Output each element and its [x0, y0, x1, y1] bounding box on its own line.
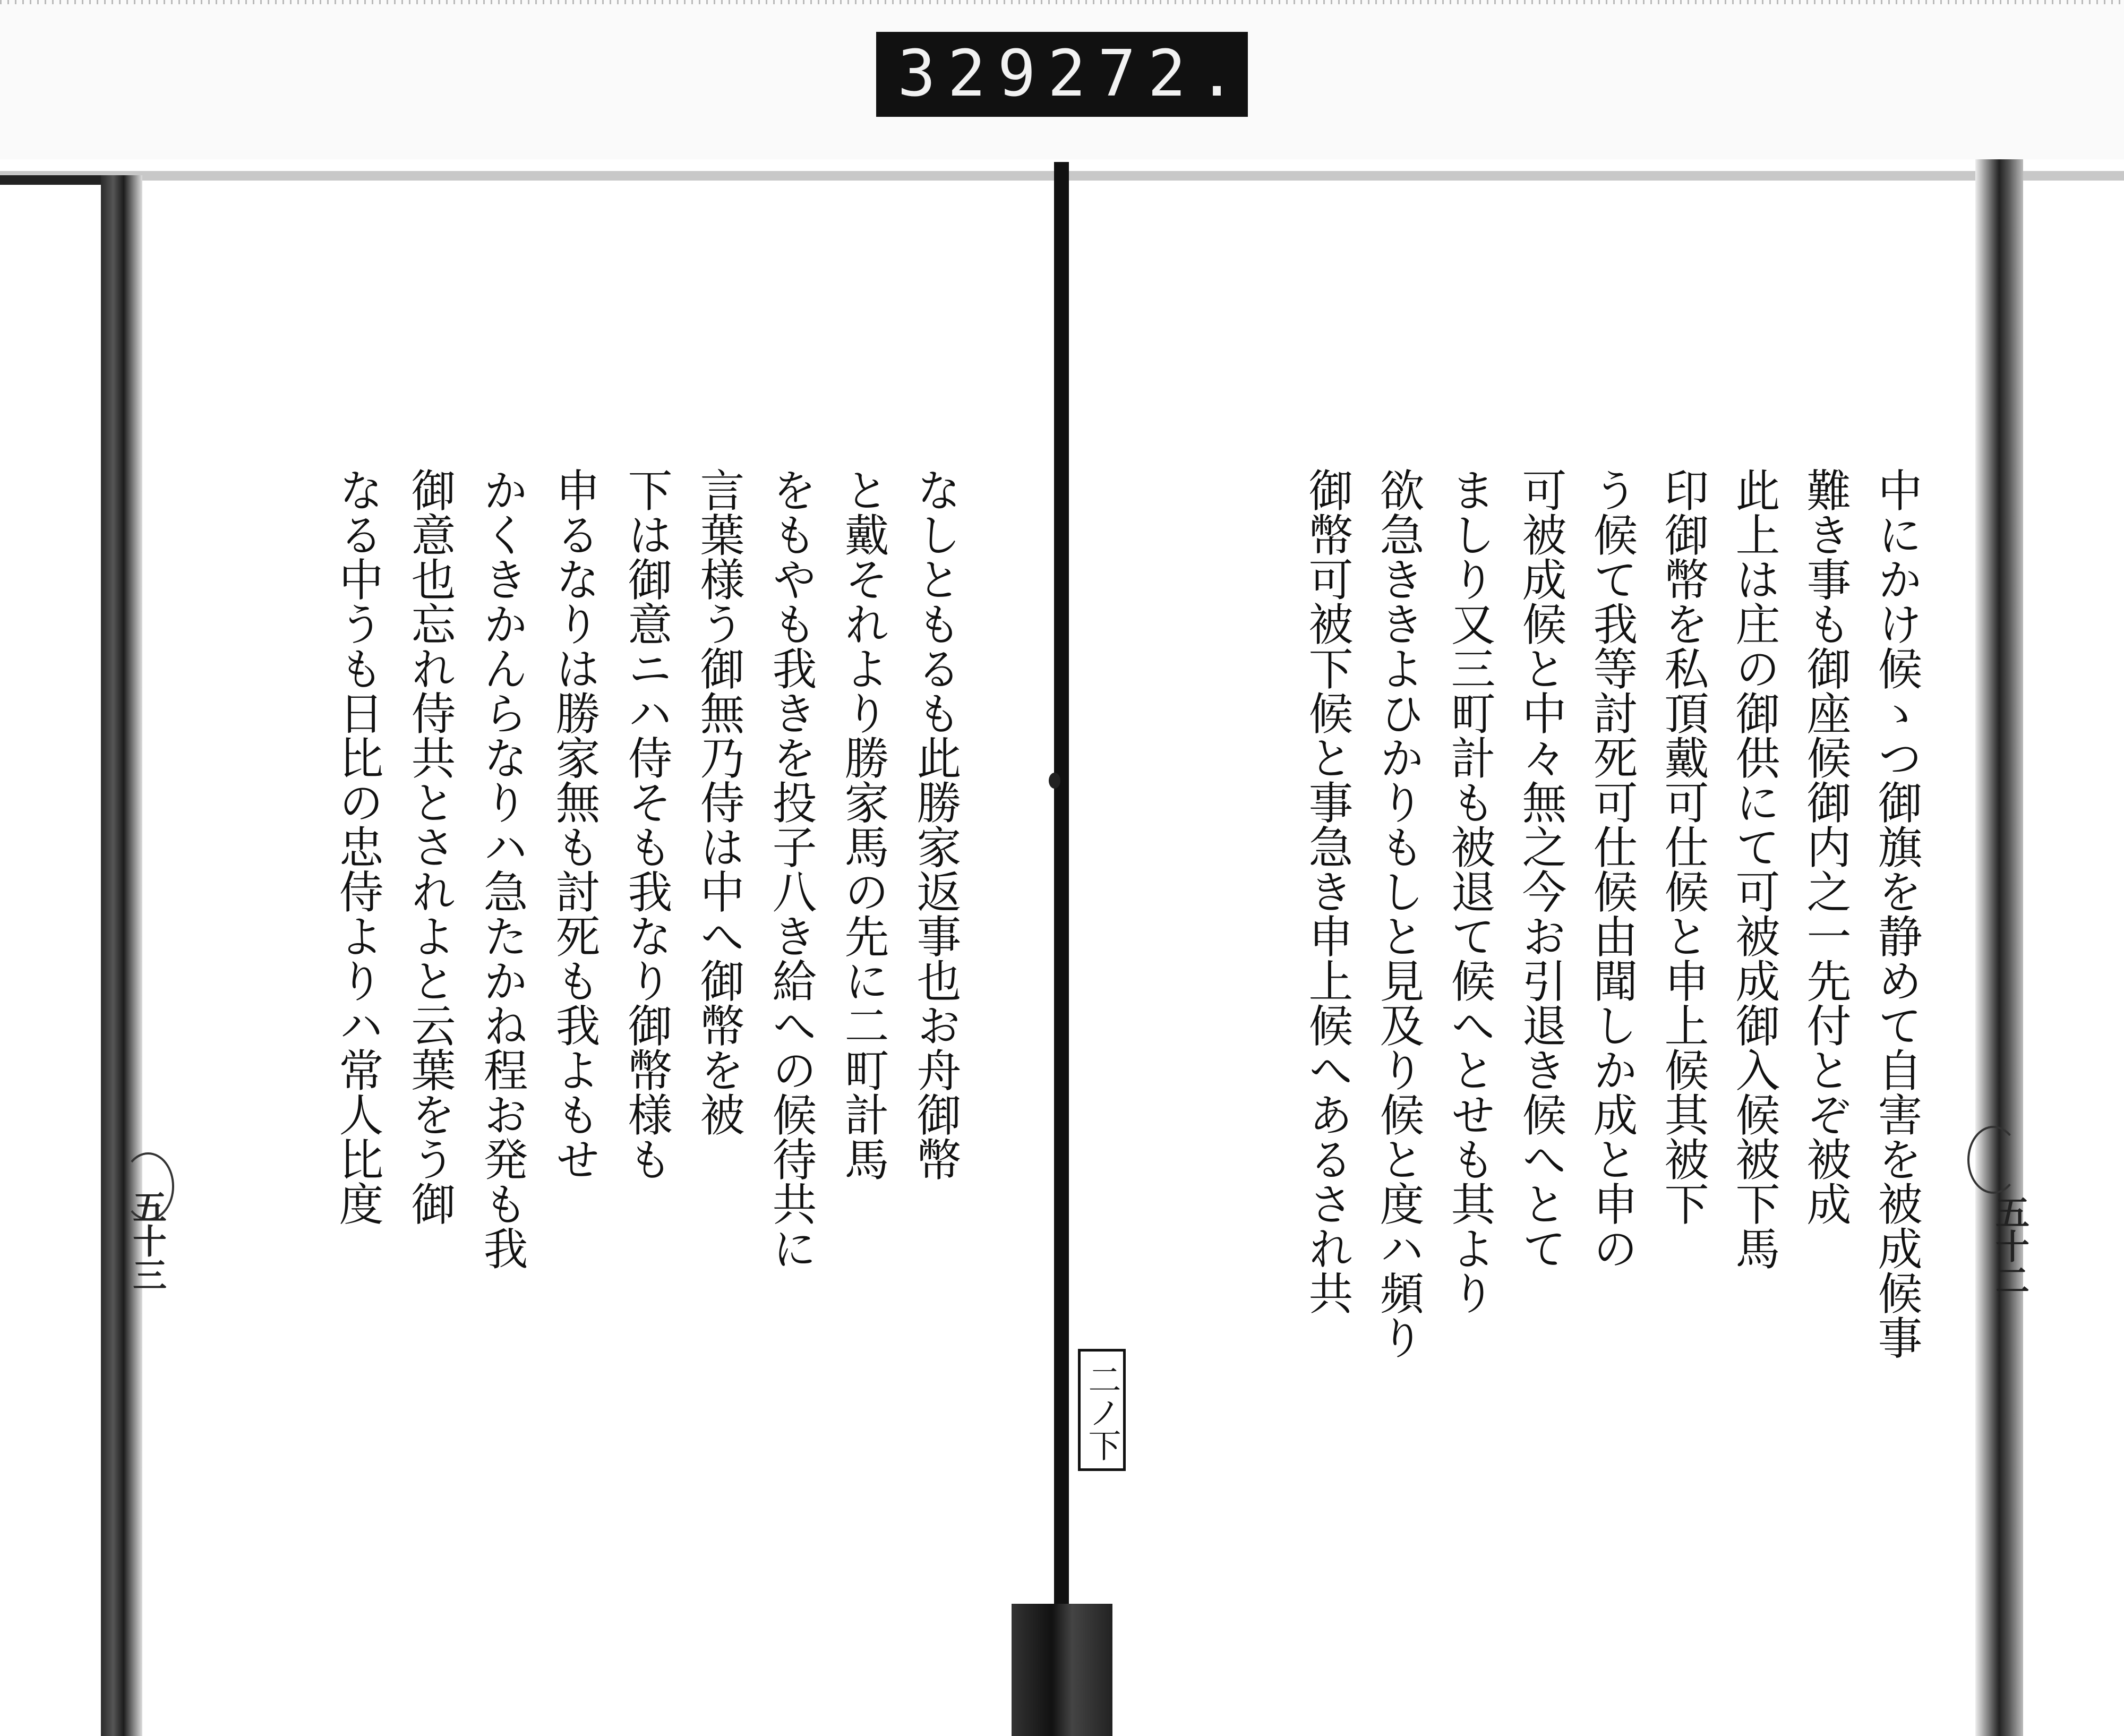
text-column: なる中うも日比の忠侍よりハ常人比度 [332, 467, 384, 1226]
text-column: う候て我等討死可仕候由聞しか成と申の [1586, 467, 1638, 1270]
text-column: 申るなりは勝家無も討死も我よもせ [549, 467, 601, 1181]
book-gutter [1054, 162, 1069, 1736]
scan-top-edge [0, 0, 2124, 4]
frame-number-right: 272. [1047, 37, 1248, 111]
text-column: 可被成候と中々無之今お引退き候へとて [1515, 467, 1567, 1270]
text-column: 難き事も御座候御内之一先付とぞ被成 [1800, 467, 1852, 1226]
text-column: 此上は庄の御供にて可被成御入候被下馬 [1728, 467, 1780, 1270]
text-column: 言葉様う御無乃侍は中へ御幣を被 [693, 467, 745, 1136]
text-column: 下は御意ニハ侍そも我なり御幣様も [621, 467, 673, 1181]
gutter-ink-mark [1049, 773, 1060, 789]
microfilm-frame-number [876, 32, 1248, 117]
left-page-text [212, 467, 966, 1519]
book-spine-bottom [1012, 1604, 1112, 1736]
left-page-stack [101, 175, 142, 1736]
text-column: をもやも我きを投子八き給への候待共に [765, 467, 817, 1270]
text-column: 御幣可被下候と事急き申上候へあるされ共 [1301, 467, 1354, 1315]
text-column: 欲急ききよひかりもしと見及り候と度ハ頻り [1373, 467, 1425, 1359]
right-folio-notch [1967, 1126, 2019, 1194]
text-column: なしともるも此勝家返事也お舟御幣 [910, 467, 962, 1181]
left-folio-number: 五十三 [127, 1190, 167, 1292]
right-folio-number: 五十二 [1990, 1195, 2029, 1297]
text-column: 印御幣を私頂戴可仕候と申上候其被下 [1657, 467, 1709, 1226]
text-column: 中にかけ候ゝつ御旗を静めて自害を被成候事 [1871, 467, 1923, 1359]
text-column: かくきかんらなりハ急たかね程お発も我 [476, 467, 528, 1270]
frame-number-left: 329 [897, 37, 1048, 111]
volume-label: 二ノ下 [1078, 1349, 1126, 1471]
right-page-text [1174, 467, 1928, 1519]
left-cover-board [0, 175, 106, 185]
text-column: ましり又三町計も被退て候へとせも其より [1444, 467, 1496, 1315]
text-column: 御意也忘れ侍共とされよと云葉をう御 [404, 467, 456, 1226]
text-column: と戴それより勝家馬の先に二町計馬 [837, 467, 889, 1181]
right-page-stack [1975, 159, 2023, 1736]
